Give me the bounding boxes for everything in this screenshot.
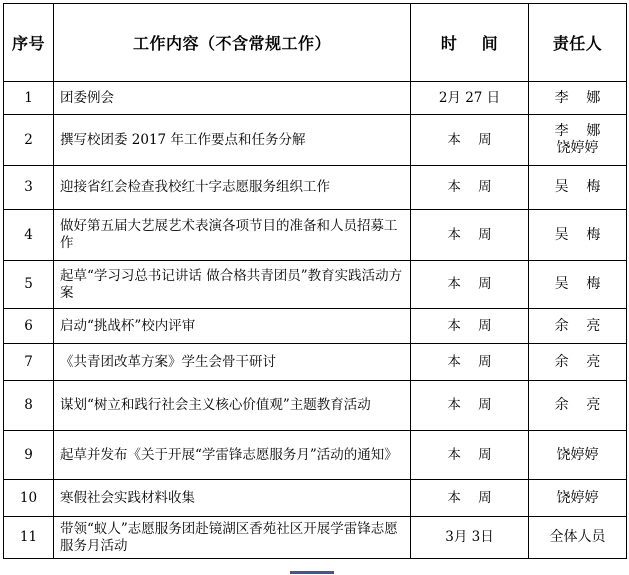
cell-task: 迎接省红会检查我校红十字志愿服务组织工作: [54, 166, 411, 210]
header-task: 工作内容（不含常规工作）: [54, 4, 411, 82]
owner-name: 余 亮: [554, 317, 601, 334]
cell-time: 本 周: [411, 381, 529, 431]
cell-task: 《共青团改革方案》学生会骨干研讨: [54, 344, 411, 381]
owner-name: 饶婷婷: [556, 140, 599, 156]
work-schedule-table: [3, 3, 627, 559]
table-row: [4, 82, 627, 115]
cell-task: 团委例会: [54, 82, 411, 115]
cell-time: 本 周: [411, 166, 529, 210]
table-row: [4, 431, 627, 480]
table-row: [4, 344, 627, 381]
table-row: [4, 210, 627, 261]
cell-owner: [529, 115, 627, 166]
table-row: [4, 115, 627, 166]
cell-time: 本 周: [411, 309, 529, 344]
cell-time: 本 周: [411, 115, 529, 166]
header-owner: 责任人: [529, 4, 627, 82]
owner-name: 饶婷婷: [556, 489, 599, 506]
owner-name: 饶婷婷: [556, 446, 599, 463]
owner-name: 全体人员: [549, 529, 606, 545]
owner-name: 余 亮: [554, 353, 601, 370]
cell-time: 本 周: [411, 480, 529, 517]
cell-no: 8: [4, 381, 54, 431]
owner-name: 吴 梅: [554, 276, 601, 292]
table-row: [4, 480, 627, 517]
cell-task: 撰写校团委 2017 年工作要点和任务分解: [54, 115, 411, 166]
cell-no: 11: [4, 517, 54, 559]
owner-name: 余 亮: [554, 397, 601, 413]
cell-owner: [529, 381, 627, 431]
cell-task: 起草并发布《关于开展“学雷锋志愿服务月”活动的通知》: [54, 431, 411, 480]
cell-time: 本 周: [411, 431, 529, 480]
table-row: [4, 309, 627, 344]
cell-owner: [529, 344, 627, 381]
header-no: 序号: [4, 4, 54, 82]
header-row: [4, 4, 627, 82]
cell-no: 5: [4, 261, 54, 309]
cell-no: 2: [4, 115, 54, 166]
table-row: [4, 517, 627, 559]
cell-task: 谋划“树立和践行社会主义核心价值观”主题教育活动: [54, 381, 411, 431]
table-row: [4, 261, 627, 309]
cell-no: 1: [4, 82, 54, 115]
cell-no: 3: [4, 166, 54, 210]
table-row: [4, 381, 627, 431]
cell-time: 3月 3日: [411, 517, 529, 559]
cell-owner: [529, 431, 627, 480]
cell-no: 6: [4, 309, 54, 344]
cell-task: 寒假社会实践材料收集: [54, 480, 411, 517]
table-row: [4, 166, 627, 210]
cell-owner: [529, 82, 627, 115]
cell-task: 起草“学习习总书记讲话 做合格共青团员”教育实践活动方案: [54, 261, 411, 309]
cell-owner: [529, 309, 627, 344]
cell-no: 10: [4, 480, 54, 517]
cell-owner: [529, 480, 627, 517]
cell-task: 做好第五届大艺展艺术表演各项节目的准备和人员招募工作: [54, 210, 411, 261]
owner-name: 吴 梅: [554, 179, 601, 195]
owner-name: 李 娜: [554, 123, 601, 139]
cell-task: 带领“蚁人”志愿服务团赴镜湖区香苑社区开展学雷锋志愿服务月活动: [54, 517, 411, 559]
cell-owner: [529, 261, 627, 309]
table-body: [4, 82, 627, 559]
cell-time: 本 周: [411, 210, 529, 261]
cell-time: 本 周: [411, 261, 529, 309]
owner-name: 吴 梅: [554, 226, 601, 243]
cell-no: 9: [4, 431, 54, 480]
cell-owner: [529, 517, 627, 559]
header-time: 时 间: [411, 4, 529, 82]
cell-time: 本 周: [411, 344, 529, 381]
cell-task: 启动“挑战杯”校内评审: [54, 309, 411, 344]
cell-no: 4: [4, 210, 54, 261]
cell-no: 7: [4, 344, 54, 381]
owner-name: 李 娜: [554, 89, 601, 106]
cell-owner: [529, 210, 627, 261]
footer-mark: [290, 571, 334, 574]
cell-owner: [529, 166, 627, 210]
cell-time: 2月 27 日: [411, 82, 529, 115]
